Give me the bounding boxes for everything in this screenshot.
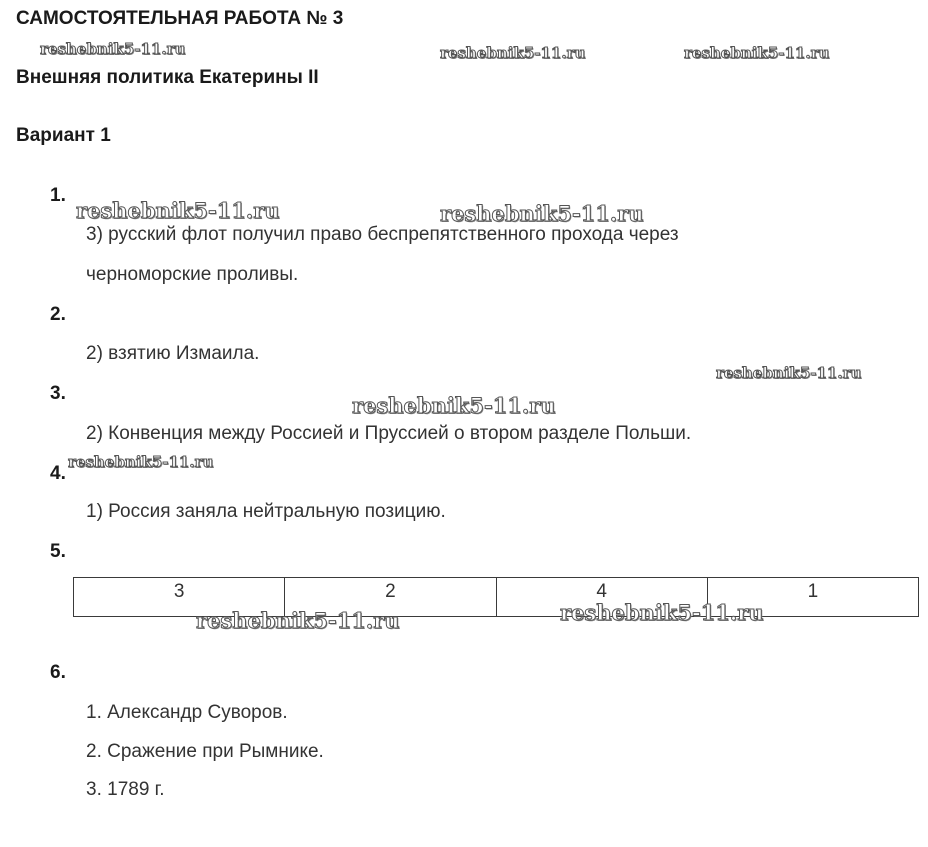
watermark: reshebnik5-11.ru — [684, 44, 830, 62]
watermark: reshebnik5-11.ru — [440, 201, 644, 226]
watermark: reshebnik5-11.ru — [68, 453, 214, 471]
watermark: reshebnik5-11.ru — [40, 40, 186, 58]
question-5-number: 5. — [50, 541, 66, 562]
question-3-answer: 2) Конвенция между Россией и Пруссией о втором разделе Польши. — [86, 423, 692, 444]
watermark: reshebnik5-11.ru — [352, 393, 556, 418]
question-1-answer-line-1: 3) русский флот получил право беспрепятственного прохода через — [86, 224, 679, 245]
table-cell-2: 2 — [285, 578, 496, 617]
question-4-number: 4. — [50, 463, 66, 484]
page-title: САМОСТОЯТЕЛЬНАЯ РАБОТА № 3 — [16, 8, 344, 29]
question-3-number: 3. — [50, 383, 66, 404]
question-1-answer-line-2: черноморские проливы. — [86, 264, 299, 285]
watermark: reshebnik5-11.ru — [196, 608, 400, 633]
question-2-answer: 2) взятию Измаила. — [86, 343, 260, 364]
question-1-number: 1. — [50, 185, 66, 206]
variant-label: Вариант 1 — [16, 125, 111, 146]
table-cell-1: 3 — [74, 578, 285, 617]
question-2-number: 2. — [50, 304, 66, 325]
question-6-answer-line-2: 2. Сражение при Рымнике. — [86, 741, 324, 762]
topic-title: Внешняя политика Екатерины II — [16, 67, 319, 88]
question-6-answer-line-3: 3. 1789 г. — [86, 779, 165, 800]
watermark: reshebnik5-11.ru — [716, 364, 862, 382]
watermark: reshebnik5-11.ru — [440, 44, 586, 62]
table-cell-3: 4 — [496, 578, 707, 617]
table-cell-4: 1 — [707, 578, 918, 617]
question-6-answer-line-1: 1. Александр Суворов. — [86, 702, 288, 723]
watermark: reshebnik5-11.ru — [560, 600, 764, 625]
question-4-answer: 1) Россия заняла нейтральную позицию. — [86, 501, 446, 522]
watermark: reshebnik5-11.ru — [76, 198, 280, 223]
question-6-number: 6. — [50, 662, 66, 683]
